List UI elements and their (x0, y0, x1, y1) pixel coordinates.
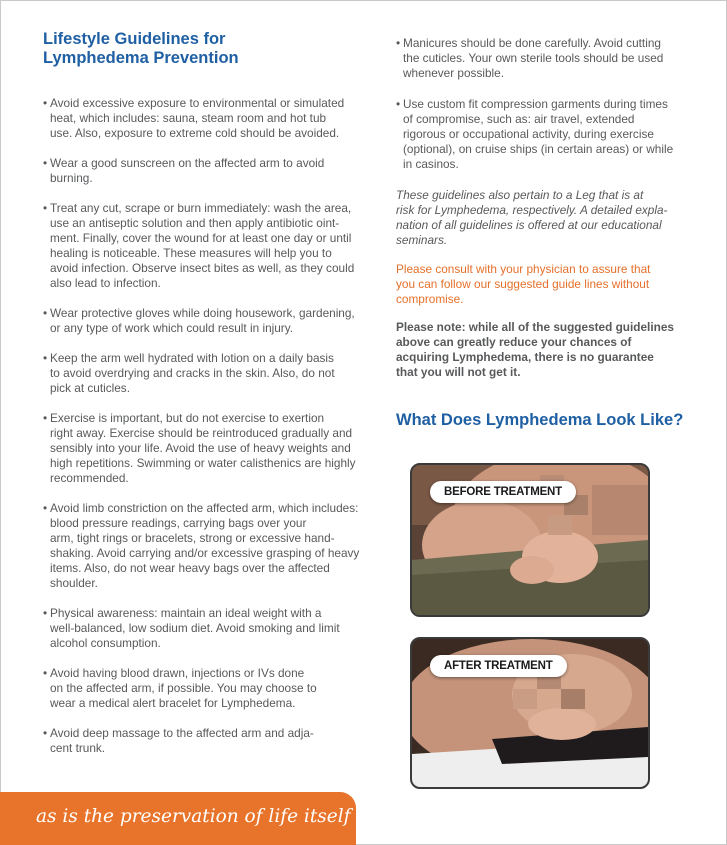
guideline-item (43, 411, 363, 486)
guideline-item (43, 351, 363, 396)
bullet-dot: • (43, 501, 48, 515)
title-line-2: Lymphedema Prevention (43, 49, 239, 67)
right-guidelines-column (396, 36, 686, 380)
guideline-item (396, 97, 686, 172)
before-treatment-badge: BEFORE TREATMENT (430, 481, 576, 503)
bullet-dot: • (43, 666, 48, 680)
guideline-item (43, 606, 363, 651)
guideline-item (43, 501, 363, 591)
guideline-item (43, 201, 363, 291)
bullet-dot: • (396, 36, 401, 50)
leg-guidelines-note: These guidelines also pertain to a Leg that is at risk for Lymphedema, respectively. A detailed expla- nation of all guidelines is offered at our educational seminars. (396, 188, 668, 247)
bullet-dot: • (43, 726, 48, 740)
guideline-text: Avoid having blood drawn, injections or IVs done on the affected arm, if possible. You may choose to wear a medical alert bracelet for Lymphedema. (50, 666, 317, 710)
bullet-dot: • (43, 96, 48, 110)
guideline-text: Treat any cut, scrape or burn immediately: wash the area, use an antiseptic solution and then apply antibiotic oint- ment. Finally, cover the wound for at least one day or until healing is noticeable. These measures will help you to avoid infection. Observe insect bites as well, as they could also lead to infection. (50, 201, 355, 290)
after-treatment-photo (410, 637, 650, 789)
guideline-text: Avoid excessive exposure to environmental or simulated heat, which includes: sauna, steam room and hot tub use. Also, exposure to extreme cold should be avoided. (50, 96, 345, 140)
guideline-text: Avoid limb constriction on the affected arm, which includes: blood pressure readings, carrying bags over your arm, tight rings or bracelets, strong or excessive hand- shaking. Avoid carrying and/or excessive grasping of heavy items. Also, do not wear heavy bags over the affected shoulder. (50, 501, 360, 590)
guideline-item (43, 96, 363, 141)
guideline-text: Physical awareness: maintain an ideal weight with a well-balanced, low sodium diet. Avoid smoking and limit alcohol consumption. (50, 606, 340, 650)
left-guidelines-column (43, 96, 363, 771)
bullet-dot: • (396, 97, 401, 111)
guideline-text: Use custom fit compression garments during times of compromise, such as: air travel, extended rigorous or occupational activity, during exercise (optional), on cruise ships (in certain areas) or while in casinos. (403, 97, 674, 171)
guideline-text: Wear a good sunscreen on the affected arm to avoid burning. (50, 156, 325, 185)
bullet-dot: • (43, 606, 48, 620)
guideline-text: Manicures should be done carefully. Avoid cutting the cuticles. Your own sterile tools should be used whenever possible. (403, 36, 664, 80)
no-guarantee-note: Please note: while all of the suggested guidelines above can greatly reduce your chances of acquiring Lymphedema, there is no guarantee that you will not get it. (396, 320, 674, 379)
guideline-text: Wear protective gloves while doing housework, gardening, or any type of work which could result in injury. (50, 306, 355, 335)
guideline-text: Avoid deep massage to the affected arm and adja- cent trunk. (50, 726, 314, 755)
banner-tagline: as is the preservation of life itself (36, 806, 351, 827)
bullet-dot: • (43, 156, 48, 170)
after-treatment-badge: AFTER TREATMENT (430, 655, 567, 677)
section-title-lymphedema-look: What Does Lymphedema Look Like? (396, 411, 684, 429)
bullet-dot: • (43, 411, 48, 425)
physician-consult-note: Please consult with your physician to assure that you can follow our suggested guide lines without compromise. (396, 262, 651, 306)
bullet-dot: • (43, 306, 48, 320)
bullet-dot: • (43, 201, 48, 215)
guideline-text: Keep the arm well hydrated with lotion on a daily basis to avoid overdrying and cracks in the skin. Also, do not pick at cuticles. (50, 351, 335, 395)
guideline-item (43, 156, 363, 186)
guideline-item (43, 726, 363, 756)
guideline-item (43, 306, 363, 336)
before-treatment-photo (410, 463, 650, 617)
guideline-text: Exercise is important, but do not exercise to exertion right away. Exercise should be reintroduced gradually and sensibly into your life. Avoid the use of heavy weights and high repetitions. Swimming or water calisthenics are highly recommended. (50, 411, 356, 485)
guideline-item (43, 666, 363, 711)
bullet-dot: • (43, 351, 48, 365)
footer-banner (0, 792, 356, 845)
title-line-1: Lifestyle Guidelines for (43, 30, 226, 48)
guideline-item (396, 36, 686, 81)
page-title (43, 30, 239, 68)
